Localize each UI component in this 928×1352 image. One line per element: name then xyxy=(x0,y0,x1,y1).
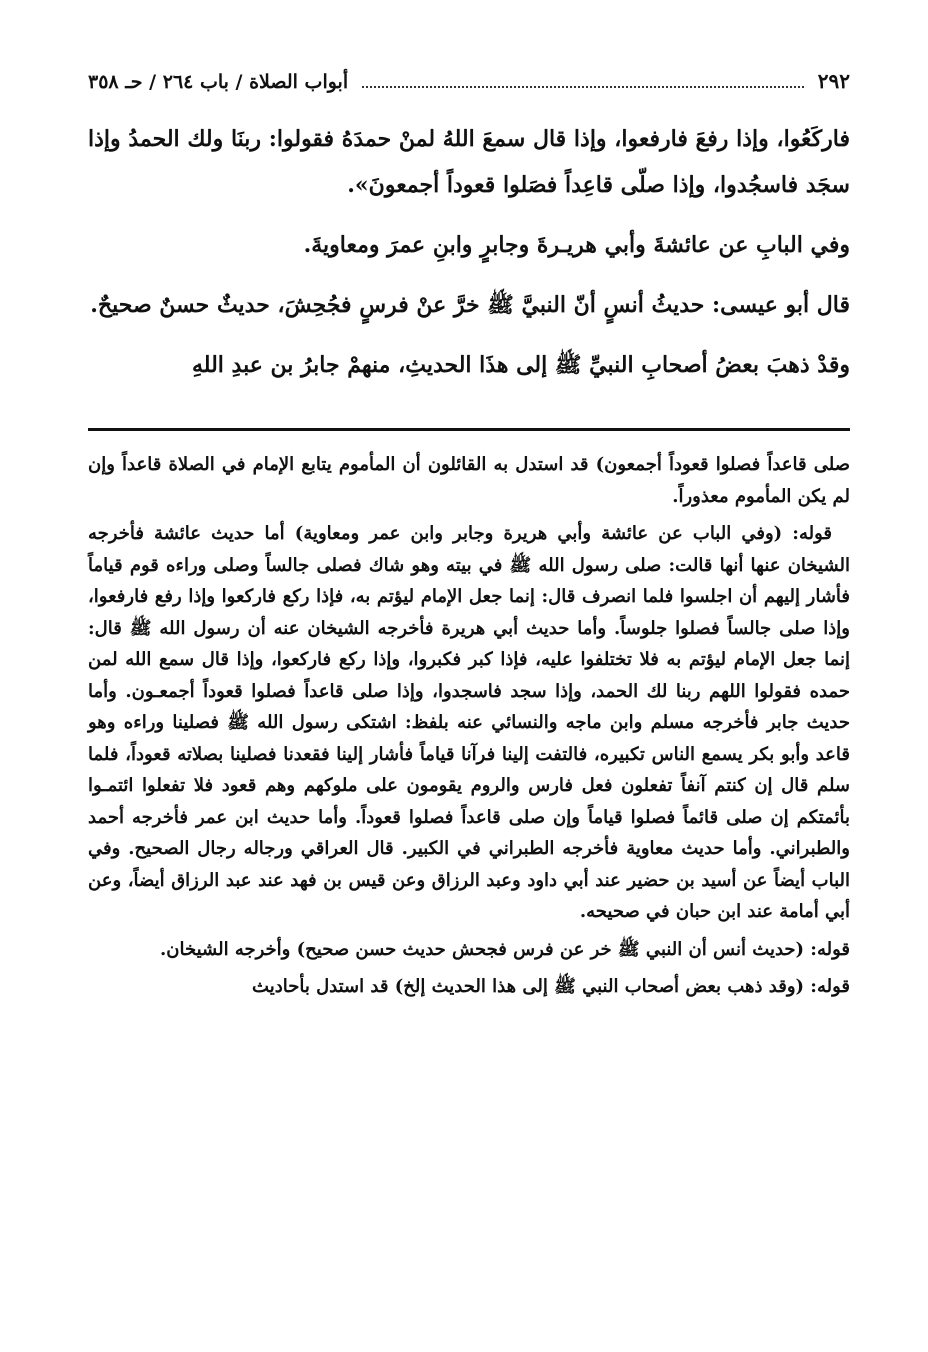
main-paragraph: فاركَعُوا، وإذا رفعَ فارفعوا، وإذا قال سمعَ اللهُ لمنْ حمدَهُ فقولوا: ربنَا ولك الحمدُ وإذا سجَد فاسجُدوا، وإذا صلّى قاعِداً فصَلوا قعوداً أجمعونَ». xyxy=(88,126,850,198)
commentary-paragraph: قوله: (حديث أنس أن النبي ﷺ خر عن فرس فجحش حديث حسن صحيح) وأخرجه الشيخان. xyxy=(160,938,850,960)
main-paragraph: قال أبو عيسى: حديثُ أنسٍ أنّ النبيَّ ﷺ خرَّ عنْ فرسٍ فجُحِشَ، حديثٌ حسنٌ صحيحٌ. xyxy=(90,292,850,318)
footnote-separator xyxy=(88,428,850,431)
commentary-paragraph: قوله: (وقد ذهب بعض أصحاب النبي ﷺ إلى هذا الحديث إلخ) قد استدل بأحاديث xyxy=(252,976,850,997)
running-title: أبواب الصلاة / باب ٢٦٤ / حـ ٣٥٨ xyxy=(88,71,349,93)
main-paragraph: وفي البابِ عن عائشةَ وأبي هريـرةَ وجابرٍ وابنِ عمرَ ومعاويةَ. xyxy=(303,232,850,258)
main-text xyxy=(88,116,850,388)
header-dot-leader xyxy=(362,68,804,88)
main-paragraph: وقدْ ذهبَ بعضُ أصحابِ النبيِّ ﷺ إلى هذَا الحديثِ، منهمْ جابرُ بن عبدِ اللهِ xyxy=(191,352,850,378)
commentary-paragraph: صلى قاعداً فصلوا قعوداً أجمعون) قد استدل به القائلون أن المأموم يتابع الإمام في الصلاة قاعداً وإن لم يكن المأموم معذوراً. xyxy=(88,454,850,507)
page-header xyxy=(88,64,850,98)
page-number: ٢٩٢ xyxy=(817,69,850,93)
commentary xyxy=(88,449,850,1003)
commentary-paragraph: قوله: (وفي الباب عن عائشة وأبي هريرة وجابر وابن عمر ومعاوية) أما حديث عائشة فأخرجه الشيخان عنها أنها قالت: صلى رسول الله ﷺ في بيته وهو شاك فصلى جالساً وصلى وراءه قوم قياماً فأشار إليهم أن اجلسوا فلما انصرف قال: إنما جعل الإمام ليؤتم به، فإذا ركع فاركعوا وإذا رفع فارفعوا، وإذا صلى جالساً فصلوا جلوساً. وأما حديث أبي هريرة فأخرجه الشيخان عنه أن رسول الله ﷺ قال: إنما جعل الإمام ليؤتم به فلا تختلفوا عليه، فإذا كبر فكبروا، وإذا ركع فاركعوا، وإذا قال سمع الله لمن حمده فقولوا اللهم ربنا لك الحمد، وإذا سجد فاسجدوا، وإذا صلى قاعداً فصلوا قعوداً أجمعـون. وأما حديث جابر فأخرجه مسلم وابن ماجه والنسائي عنه بلفظ: اشتكى رسول الله ﷺ فصلينا وراءه وهو قاعد وأبو بكر يسمع الناس تكبيره، فالتفت إلينا فرآنا قياماً فأشار إلينا فقعدنا فصلينا بصلاته قعوداً، فلما سلم قال إن كنتم آنفاً تفعلون فعل فارس والروم يقومون على ملوكهم وهم قعود فلا تفعلوا ائتمـوا بأئمتكم إن صلى قائماً فصلوا قياماً وإن صلى قاعداً فصلوا قعوداً. وأما حديث ابن عمر فأخرجه أحمد والطبراني. وأما حديث معاوية فأخرجه الطبراني في الكبير. قال العراقي ورجاله رجال الصحيح. وفي الباب أيضاً عن أسيد بن حضير عند أبي داود وعبد الرزاق وعن قيس بن فهد عند عبد الرزاق أيضاً، وعن أبي أمامة عند ابن حبان في صحيحه. xyxy=(88,523,850,922)
book-page xyxy=(88,64,850,1009)
